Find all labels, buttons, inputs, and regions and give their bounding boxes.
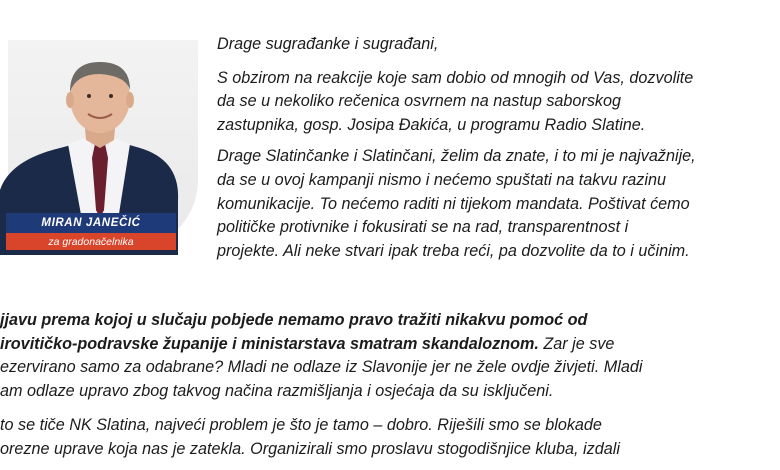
text-line: ezervirano samo za odabrane? Mladi ne odlaze iz Slavonije jer ne žele ovdje živjeti. Mladi (0, 358, 643, 377)
candidate-photo-block (0, 40, 200, 260)
letter-paragraph-4 (0, 414, 780, 461)
text-line: projekte. Ali neke stvari ipak treba reći, pa dozvolite da to i učinim. (217, 241, 690, 260)
letter-paragraph-1 (217, 67, 780, 138)
ear-right (126, 92, 134, 108)
text-line: da se u ovoj kampanji nismo i nećemo spuštati na takvu razinu (217, 170, 666, 189)
candidate-name-badge: MIRAN JANEČIĆ (6, 213, 176, 233)
text-line: političke protivnike i fokusirati se na rad, transparentnost i (217, 218, 629, 237)
letter-paragraph-2 (217, 145, 780, 263)
text-line: Drage Slatinčanke i Slatinčani, želim da znate, i to mi je najvažnije, (217, 147, 696, 166)
text-line: am odlaze upravo zbog takvog načina razmišljanja i osjećaja da su isključeni. (0, 381, 554, 400)
letter-greeting: Drage sugrađanke i sugrađani, (217, 35, 439, 53)
text-line: S obzirom na reakcije koje sam dobio od mnogih od Vas, dozvolite (217, 68, 694, 87)
letter-intro (217, 33, 780, 271)
ear-left (66, 92, 74, 108)
eye-right (109, 94, 113, 98)
letter-paragraph-3 (0, 309, 780, 403)
text-line-bold: jjavu prema kojoj u slučaju pobjede nemamo pravo tražiti nikakvu pomoć od (0, 311, 588, 329)
candidate-role-badge: za gradonačelnika (6, 233, 176, 250)
text-line: komunikacije. To nećemo raditi ni tijekom mandata. Poštivat ćemo (217, 194, 690, 213)
text-line: zastupnika, gosp. Josipa Đakića, u programu Radio Slatine. (217, 115, 646, 134)
text-line: da se u nekoliko rečenica osvrnem na nastup saborskog (217, 92, 622, 111)
text-line: Zar je sve (538, 334, 615, 353)
text-line-bold: irovitičko-podravske županije i ministarstava smatram skandaloznom. (0, 334, 539, 353)
text-line: orezne uprave koja nas je zatekla. Organizirali smo proslavu stogodišnjice kluba, izdali (0, 439, 620, 458)
eye-left (87, 94, 91, 98)
letter-body (0, 309, 780, 470)
text-line: to se tiče NK Slatina, najveći problem je što je tamo – dobro. Riješili smo se blokade (0, 416, 602, 435)
